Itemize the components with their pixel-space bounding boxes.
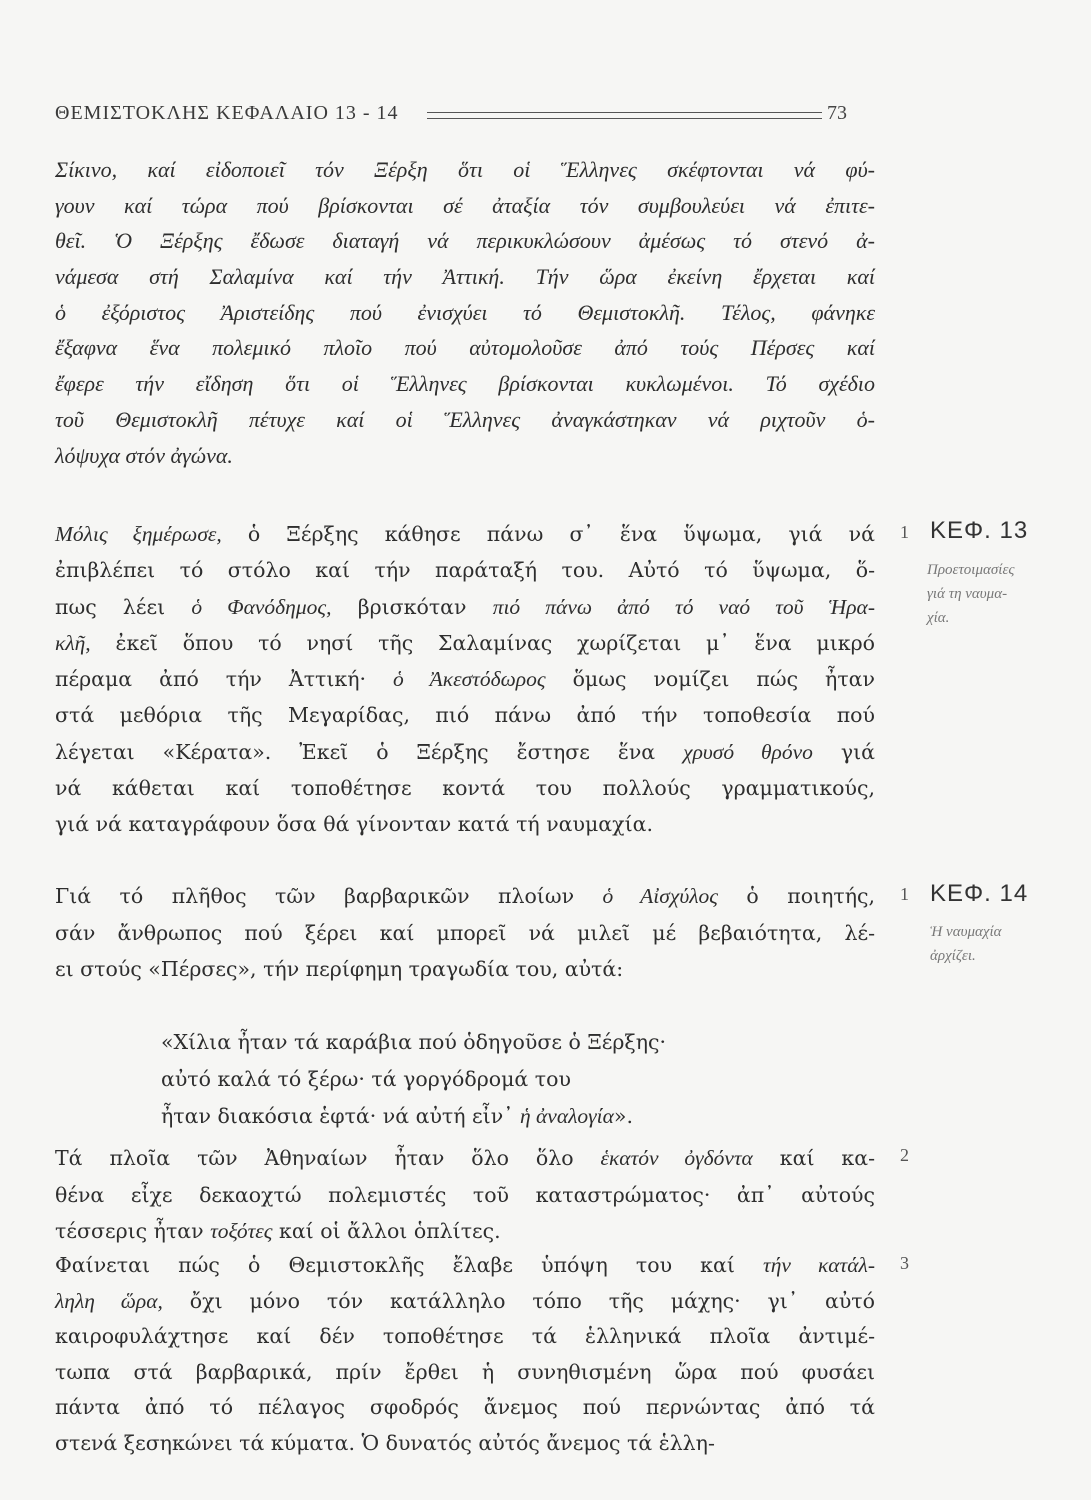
chapter13-label: ΚΕΦ. 13 xyxy=(930,517,1029,544)
text-segment: νά κάθεται καί τοποθέτησε κοντά του πολλούς γραμματικούς, xyxy=(55,776,875,801)
text-segment: ἐπιβλέπει τό στόλο καί τήν παράταξή του. Αὐτό τό ὕψωμα, ὅ- xyxy=(55,558,875,583)
italic-text: χρυσό θρόνο xyxy=(683,739,813,764)
running-header xyxy=(55,98,850,132)
text-segment: στενά ξεσηκώνει τά κύματα. Ὁ δυνατός αὐτός ἄνεμος τά ἑλλη- xyxy=(55,1430,715,1455)
poem-quote xyxy=(161,1024,666,1135)
text-segment: Φαίνεται πώς ὁ Θεμιστοκλῆς ἔλαβε ὑπόψη του καί xyxy=(55,1253,764,1277)
intro-line: ἔφερε τήν εἴδηση ὅτι οἱ Ἕλληνες βρίσκονται κυκλωμένοι. Τό σχέδιο xyxy=(55,371,875,397)
chapter14-label: ΚΕΦ. 14 xyxy=(930,880,1029,907)
text-segment: σάν ἄνθρωπος πού ξέρει καί μπορεῖ νά μιλεῖ μέ βεβαιότητα, λέ- xyxy=(55,920,875,945)
text-segment: τέσσερις ἦταν xyxy=(55,1219,211,1243)
text-line xyxy=(55,878,875,915)
text-line xyxy=(55,806,875,842)
italic-text: ληλη ὥρα, xyxy=(55,1288,163,1313)
text-line xyxy=(55,951,875,988)
intro-line: Σίκινο, καί εἰδοποιεῖ τόν Ξέρξη ὅτι οἱ Ἕλληνες σκέφτονται νά φύ- xyxy=(55,157,875,182)
text-segment: βρισκόταν xyxy=(331,594,493,619)
text-line xyxy=(55,734,875,770)
text-line xyxy=(55,625,875,661)
text-line xyxy=(55,516,875,552)
text-segment: τωπα στά βαρβαρικά, πρίν ἔρθει ἡ συνηθισμένη ὥρα πού φυσάει xyxy=(55,1359,875,1384)
chapter13-note-line: Προετοιμασίες xyxy=(927,562,1015,578)
italic-text: πιό πάνω ἀπό τό ναό τοῦ Ἡρα- xyxy=(492,594,875,619)
text-segment: Γιά τό πλῆθος τῶν βαρβαρικῶν πλοίων xyxy=(55,884,603,908)
italic-text: κλῆ, xyxy=(55,630,91,655)
text-line xyxy=(55,1390,875,1426)
poem-line xyxy=(161,1061,666,1098)
header-title: ΘΕΜΙΣΤΟΚΛΗΣ ΚΕΦΑΛΑΙΟ 13 - 14 xyxy=(55,102,399,124)
chapter13-note xyxy=(927,558,1014,630)
text-line xyxy=(55,1426,875,1462)
text-segment: καί κα- xyxy=(752,1146,876,1170)
intro-line: θεῖ. Ὁ Ξέρξης ἔδωσε διαταγή νά περικυκλώσουν ἀμέσως τό στενό ἀ- xyxy=(55,228,875,254)
text-segment: θένα εἶχε δεκαοχτώ πολεμιστές τοῦ καταστρώματος· ἀπ᾽ αὐτούς xyxy=(55,1182,875,1207)
chapter13-note-line: γιά τη ναυμα- xyxy=(927,586,1008,602)
text-line xyxy=(55,1355,875,1391)
text-segment: πάντα ἀπό τό πέλαγος σφοδρός ἄνεμος πού περνώντας ἀπό τά xyxy=(55,1395,875,1419)
text-segment: λέγεται «Κέρατα». Ἐκεῖ ὁ Ξέρξης ἔστησε ἕνα xyxy=(55,739,684,764)
text-segment: γιά xyxy=(812,739,875,764)
text-segment: ὁ Ξέρξης κάθησε πάνω σ᾽ ἕνα ὕψωμα, γιά νά xyxy=(221,522,875,546)
text-segment: πως λέει xyxy=(55,594,192,619)
text-line xyxy=(55,589,875,625)
header-rule xyxy=(427,112,822,119)
text-line xyxy=(55,1284,875,1320)
intro-paragraph xyxy=(55,152,875,473)
text-segment: ὄχι μόνο τόν κατάλληλο τόπο τῆς μάχης· γι᾽ αὐτό xyxy=(162,1288,875,1313)
text-line xyxy=(55,697,875,733)
intro-line: τοῦ Θεμιστοκλῆ πέτυχε καί οἱ Ἕλληνες ἀναγκάστηκαν νά ριχτοῦν ὁ- xyxy=(55,406,875,432)
text-line xyxy=(55,1140,875,1177)
text-line xyxy=(55,1248,875,1284)
italic-text: τοξότες xyxy=(210,1219,273,1243)
text-line xyxy=(55,770,875,806)
poem-line xyxy=(161,1098,666,1135)
margin-number: 1 xyxy=(900,522,909,542)
text-segment: στά μεθόρια τῆς Μεγαρίδας, πιό πάνω ἀπό τήν τοποθεσία πού xyxy=(55,703,875,728)
margin-number: 2 xyxy=(900,1145,909,1165)
text-segment: Τά πλοῖα τῶν Ἀθηναίων ἦταν ὅλο ὅλο xyxy=(55,1146,601,1170)
text-line xyxy=(55,661,875,697)
text-line xyxy=(55,1177,875,1214)
italic-text: ὁ Αἰσχύλος xyxy=(602,884,718,908)
italic-text: ὁ Φανόδημος, xyxy=(191,594,332,619)
page-number: 73 xyxy=(827,102,847,124)
intro-line: ἔξαφνα ἕνα πολεμικό πλοῖο πού αὐτομολοῦσε ἀπό τούς Πέρσες καί xyxy=(55,335,875,361)
intro-line: λόψυχα στόν ἀγώνα. xyxy=(55,442,233,468)
text-line xyxy=(55,1319,875,1355)
text-segment: ». xyxy=(613,1104,633,1128)
margin-number: 3 xyxy=(900,1253,909,1273)
text-line xyxy=(55,915,875,952)
text-segment: ὁ ποιητής, xyxy=(717,884,875,908)
chapter14-paragraph xyxy=(55,878,875,988)
text-segment: καιροφυλάχτησε καί δέν τοποθέτησε τά ἑλληνικά πλοῖα ἀντιμέ- xyxy=(55,1324,875,1348)
italic-text: τήν κατάλ- xyxy=(763,1253,876,1277)
chapter13-paragraph xyxy=(55,516,875,843)
italic-text: ἑκατόν ὀγδόντα xyxy=(600,1146,753,1170)
text-segment: ἦταν διακόσια ἑφτά· νά αὐτή εἶν᾽ xyxy=(161,1104,520,1128)
text-segment: γιά νά καταγράφουν ὅσα θά γίνονταν κατά τή ναυμαχία. xyxy=(55,812,653,837)
chapter13-note-line: χία. xyxy=(927,610,950,626)
chapter14-note-line: Ἡ ναυμαχία xyxy=(930,924,1002,940)
italic-text: Μόλις ξημέρωσε, xyxy=(55,522,222,546)
text-line xyxy=(55,552,875,588)
chapter14-note-line: ἀρχίζει. xyxy=(930,948,976,964)
text-segment: ἐκεῖ ὅπου τό νησί τῆς Σαλαμίνας χωρίζεται μ᾽ ἕνα μικρό xyxy=(90,630,875,655)
text-segment: «Χίλια ἦταν τά καράβια πού ὁδηγοῦσε ὁ Ξέρξης· xyxy=(161,1030,666,1054)
text-segment: ὅμως νομίζει πώς ἦταν xyxy=(545,667,875,692)
intro-line: ὁ ἐξόριστος Ἀριστείδης πού ἐνισχύει τό Θεμιστοκλῆ. Τέλος, φάνηκε xyxy=(55,299,875,325)
margin-number: 1 xyxy=(900,884,909,904)
italic-text: ἡ ἀναλογία xyxy=(519,1104,614,1128)
text-segment: πέραμα ἀπό τήν Ἀττική· xyxy=(55,667,394,692)
ships-paragraph xyxy=(55,1140,875,1250)
timing-paragraph xyxy=(55,1248,875,1461)
italic-text: ὁ Ἀκεστόδωρος xyxy=(393,667,546,692)
intro-line: γουν καί τώρα πού βρίσκονται σέ ἀταξία τόν συμβουλεύει νά ἐπιτε- xyxy=(55,192,875,218)
text-line xyxy=(55,1213,875,1250)
poem-line xyxy=(161,1024,666,1061)
text-segment: ει στούς «Πέρσες», τήν περίφημη τραγωδία του, αὐτά: xyxy=(55,957,624,981)
intro-line: νάμεσα στή Σαλαμίνα καί τήν Ἀττική. Τήν ὥρα ἐκείνη ἔρχεται καί xyxy=(55,264,875,290)
chapter14-note xyxy=(930,920,1002,968)
text-segment: αὐτό καλά τό ξέρω· τά γοργόδρομά του xyxy=(161,1067,571,1091)
text-segment: καί οἱ ἄλλοι ὁπλίτες. xyxy=(272,1219,501,1243)
